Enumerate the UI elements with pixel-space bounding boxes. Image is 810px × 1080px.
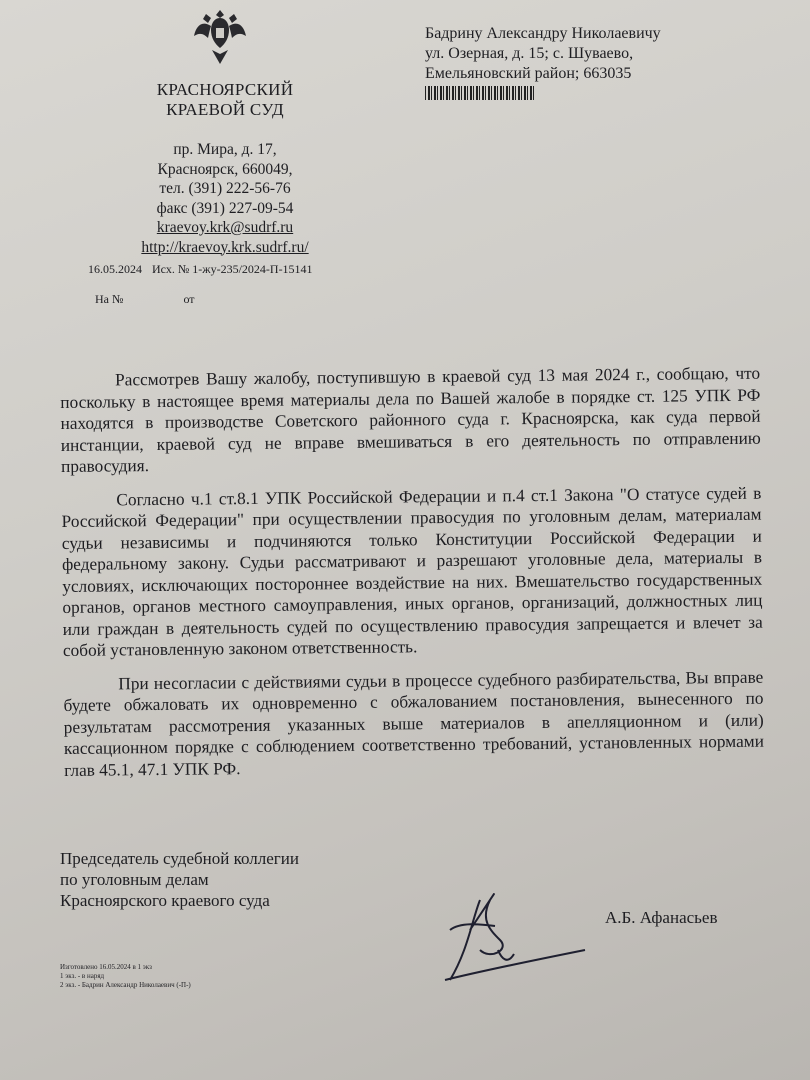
fax: факс (391) 227-09-54	[156, 199, 294, 217]
city-postcode: Красноярск, 660049,	[157, 160, 293, 178]
letter-body	[60, 363, 764, 793]
position-line: по уголовным делам	[60, 870, 209, 889]
reply-reference	[95, 292, 195, 307]
website-link[interactable]: http://kraevoy.krk.sudrf.ru/	[141, 238, 309, 256]
letter-date: 16.05.2024	[88, 262, 142, 276]
email-link[interactable]: kraevoy.krk@sudrf.ru	[156, 219, 294, 236]
street-address: пр. Мира, д. 17,	[173, 141, 277, 158]
copies-note-line: 2 экз. - Бадрин Александр Николаевич (-П-)	[60, 981, 191, 989]
recipient-district: Емельяновский район; 663035	[425, 65, 632, 82]
handwritten-signature	[410, 880, 590, 990]
phone: тел. (391) 222-56-76	[159, 180, 291, 197]
copies-note-line: 1 экз. - в наряд	[60, 972, 105, 980]
reply-date-label: от	[183, 292, 195, 306]
copies-note	[60, 963, 191, 990]
body-paragraph: Согласно ч.1 ст.8.1 УПК Российской Федерации и п.4 ст.1 Закона "О статусе судей в Российской Федерации" при осуществлении правосудия по уголовным делам, материалам судьи независимы и подчиняются только Конституции Российской Федерации и федеральному закону. Судьи рассматривают и разрешают уголовные дела, материалы в условиях, исключающих постороннее воздействие на них. Вмешательство государственных органов, органов местного самоуправления, иных органов, организаций, должностных лиц или граждан в деятельность судей по осуществлению правосудия запрещается и влечет за собой установленную законом ответственность.	[61, 483, 763, 660]
body-paragraph: Рассмотрев Вашу жалобу, поступившую в краевой суд 13 мая 2024 г., сообщаю, что поскольку в настоящее время материалы дела по Вашей жалобе в порядке ст. 125 УПК РФ находятся в производстве Советского районного суда г. Красноярска, как суда первой инстанции, краевой суд не вправе вмешиваться в его деятельность по отправлению правосудия.	[60, 363, 761, 476]
reply-number-label: На №	[95, 292, 124, 306]
position-line: Красноярского краевого суда	[60, 891, 270, 910]
barcode	[425, 86, 535, 100]
position-line: Председатель судебной коллегии	[60, 849, 299, 868]
copies-note-line: Изготовлено 16.05.2024 в 1 экз	[60, 963, 152, 971]
body-paragraph: При несогласии с действиями судьи в процессе судебного разбирательства, Вы вправе будете обжаловать их одновременно с обжалованием постановления, вынесенного по результатам рассмотрения указанных выше материалов в апелляционном и (или) кассационном порядке с соблюдением соответственно требований, установленных нормами глав 45.1, 47.1 УПК РФ.	[63, 667, 765, 780]
outgoing-reference	[88, 262, 323, 277]
signatory-name: А.Б. Афанасьев	[605, 908, 718, 927]
recipient-name: Бадрину Александру Николаевичу	[425, 25, 661, 42]
recipient-street: ул. Озерная, д. 15; с. Шуваево,	[425, 45, 634, 62]
signatory-position	[60, 848, 299, 911]
court-name	[130, 80, 320, 120]
court-name-line: КРАЕВОЙ СУД	[166, 100, 284, 119]
outgoing-number: Исх. № 1-жу-235/2024-П-15141	[152, 262, 313, 276]
coat-of-arms-emblem	[192, 6, 248, 72]
recipient-address	[425, 24, 661, 84]
court-name-line: КРАСНОЯРСКИЙ	[156, 80, 294, 99]
court-contacts	[110, 140, 340, 257]
